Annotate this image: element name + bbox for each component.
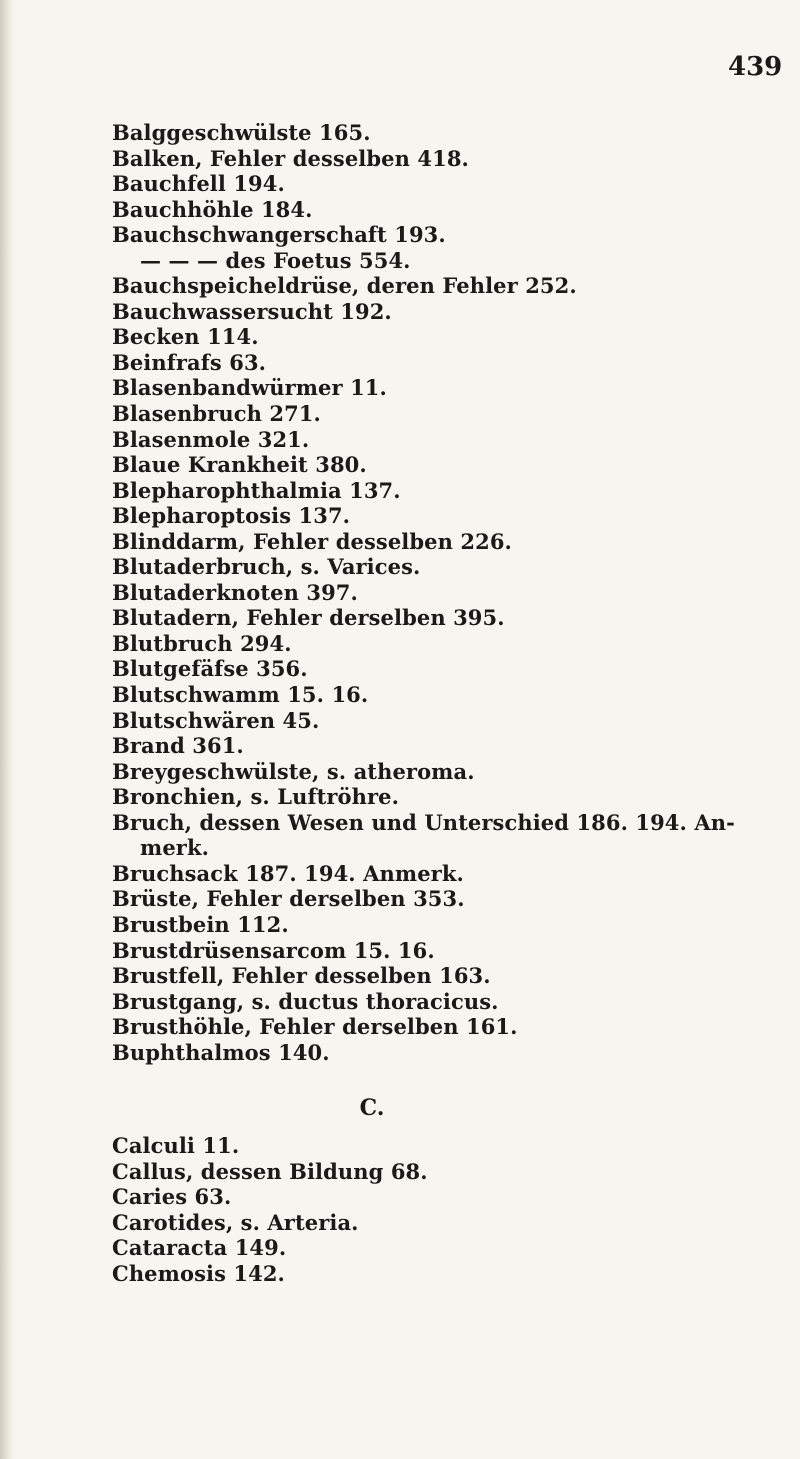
page-edge-shadow: [0, 0, 14, 1459]
index-entry: Caries 63.: [112, 1184, 232, 1210]
index-entry: Blasenmole 321.: [112, 426, 310, 452]
index-entry-continuation: — — — des Foetus 554.: [140, 247, 411, 273]
index-list: [112, 120, 772, 1287]
section-heading: C.: [359, 1095, 385, 1122]
index-entry: Chemosis 142.: [112, 1260, 285, 1286]
index-entry: Carotides, s. Arteria.: [112, 1209, 359, 1235]
index-entry: Blutadern, Fehler derselben 395.: [112, 605, 505, 631]
index-entry: Brusthöhle, Fehler derselben 161.: [112, 1014, 518, 1040]
index-entry: Brustgang, s. ductus thoracicus.: [112, 988, 499, 1014]
index-entry: Blepharoptosis 137.: [112, 503, 351, 529]
index-entry: Blutgefäfse 356.: [112, 656, 308, 682]
index-entry: Buphthalmos 140.: [112, 1039, 330, 1065]
index-entry: Blasenbandwürmer 11.: [112, 375, 387, 401]
index-entry: Blutschwamm 15. 16.: [112, 682, 369, 708]
index-entry: Bauchhöhle 184.: [112, 196, 313, 222]
index-entry: Blutaderknoten 397.: [112, 579, 358, 605]
index-entry: Brüste, Fehler derselben 353.: [112, 886, 465, 912]
index-entry: Brustdrüsensarcom 15. 16.: [112, 937, 435, 963]
index-entry: Calculi 11.: [112, 1133, 240, 1159]
index-entry: Callus, dessen Bildung 68.: [112, 1158, 428, 1184]
index-entry: Bauchspeicheldrüse, deren Fehler 252.: [112, 273, 577, 299]
index-entry: Blutbruch 294.: [112, 630, 292, 656]
index-entry-continuation: merk.: [140, 835, 210, 861]
index-entry: Blutaderbruch, s. Varices.: [112, 554, 421, 580]
index-entry: Bauchwassersucht 192.: [112, 298, 392, 324]
index-entry: Brand 361.: [112, 733, 244, 759]
index-entry: Blinddarm, Fehler desselben 226.: [112, 528, 512, 554]
index-entry: Blaue Krankheit 380.: [112, 452, 367, 478]
index-entry: Bauchschwangerschaft 193.: [112, 222, 446, 248]
index-entry: Bauchfell 194.: [112, 171, 285, 197]
index-entry: Cataracta 149.: [112, 1235, 287, 1261]
index-entry: Blutschwären 45.: [112, 707, 320, 733]
index-entry: Brustfell, Fehler desselben 163.: [112, 963, 491, 989]
index-entry: Balken, Fehler desselben 418.: [112, 145, 469, 171]
index-entry: Breygeschwülste, s. atheroma.: [112, 758, 475, 784]
index-entry: Becken 114.: [112, 324, 259, 350]
index-entry: Blepharophthalmia 137.: [112, 477, 401, 503]
index-entry: Bronchien, s. Luftröhre.: [112, 784, 400, 810]
page-number: 439: [728, 52, 783, 82]
index-entry: Bruchsack 187. 194. Anmerk.: [112, 860, 464, 886]
index-entry: Bruch, dessen Wesen und Unterschied 186. 194. An-: [112, 809, 735, 835]
index-entry: Beinfrafs 63.: [112, 349, 267, 375]
index-entry: Blasenbruch 271.: [112, 401, 321, 427]
index-entry: Balggeschwülste 165.: [112, 120, 371, 145]
index-entry: Brustbein 112.: [112, 911, 289, 937]
